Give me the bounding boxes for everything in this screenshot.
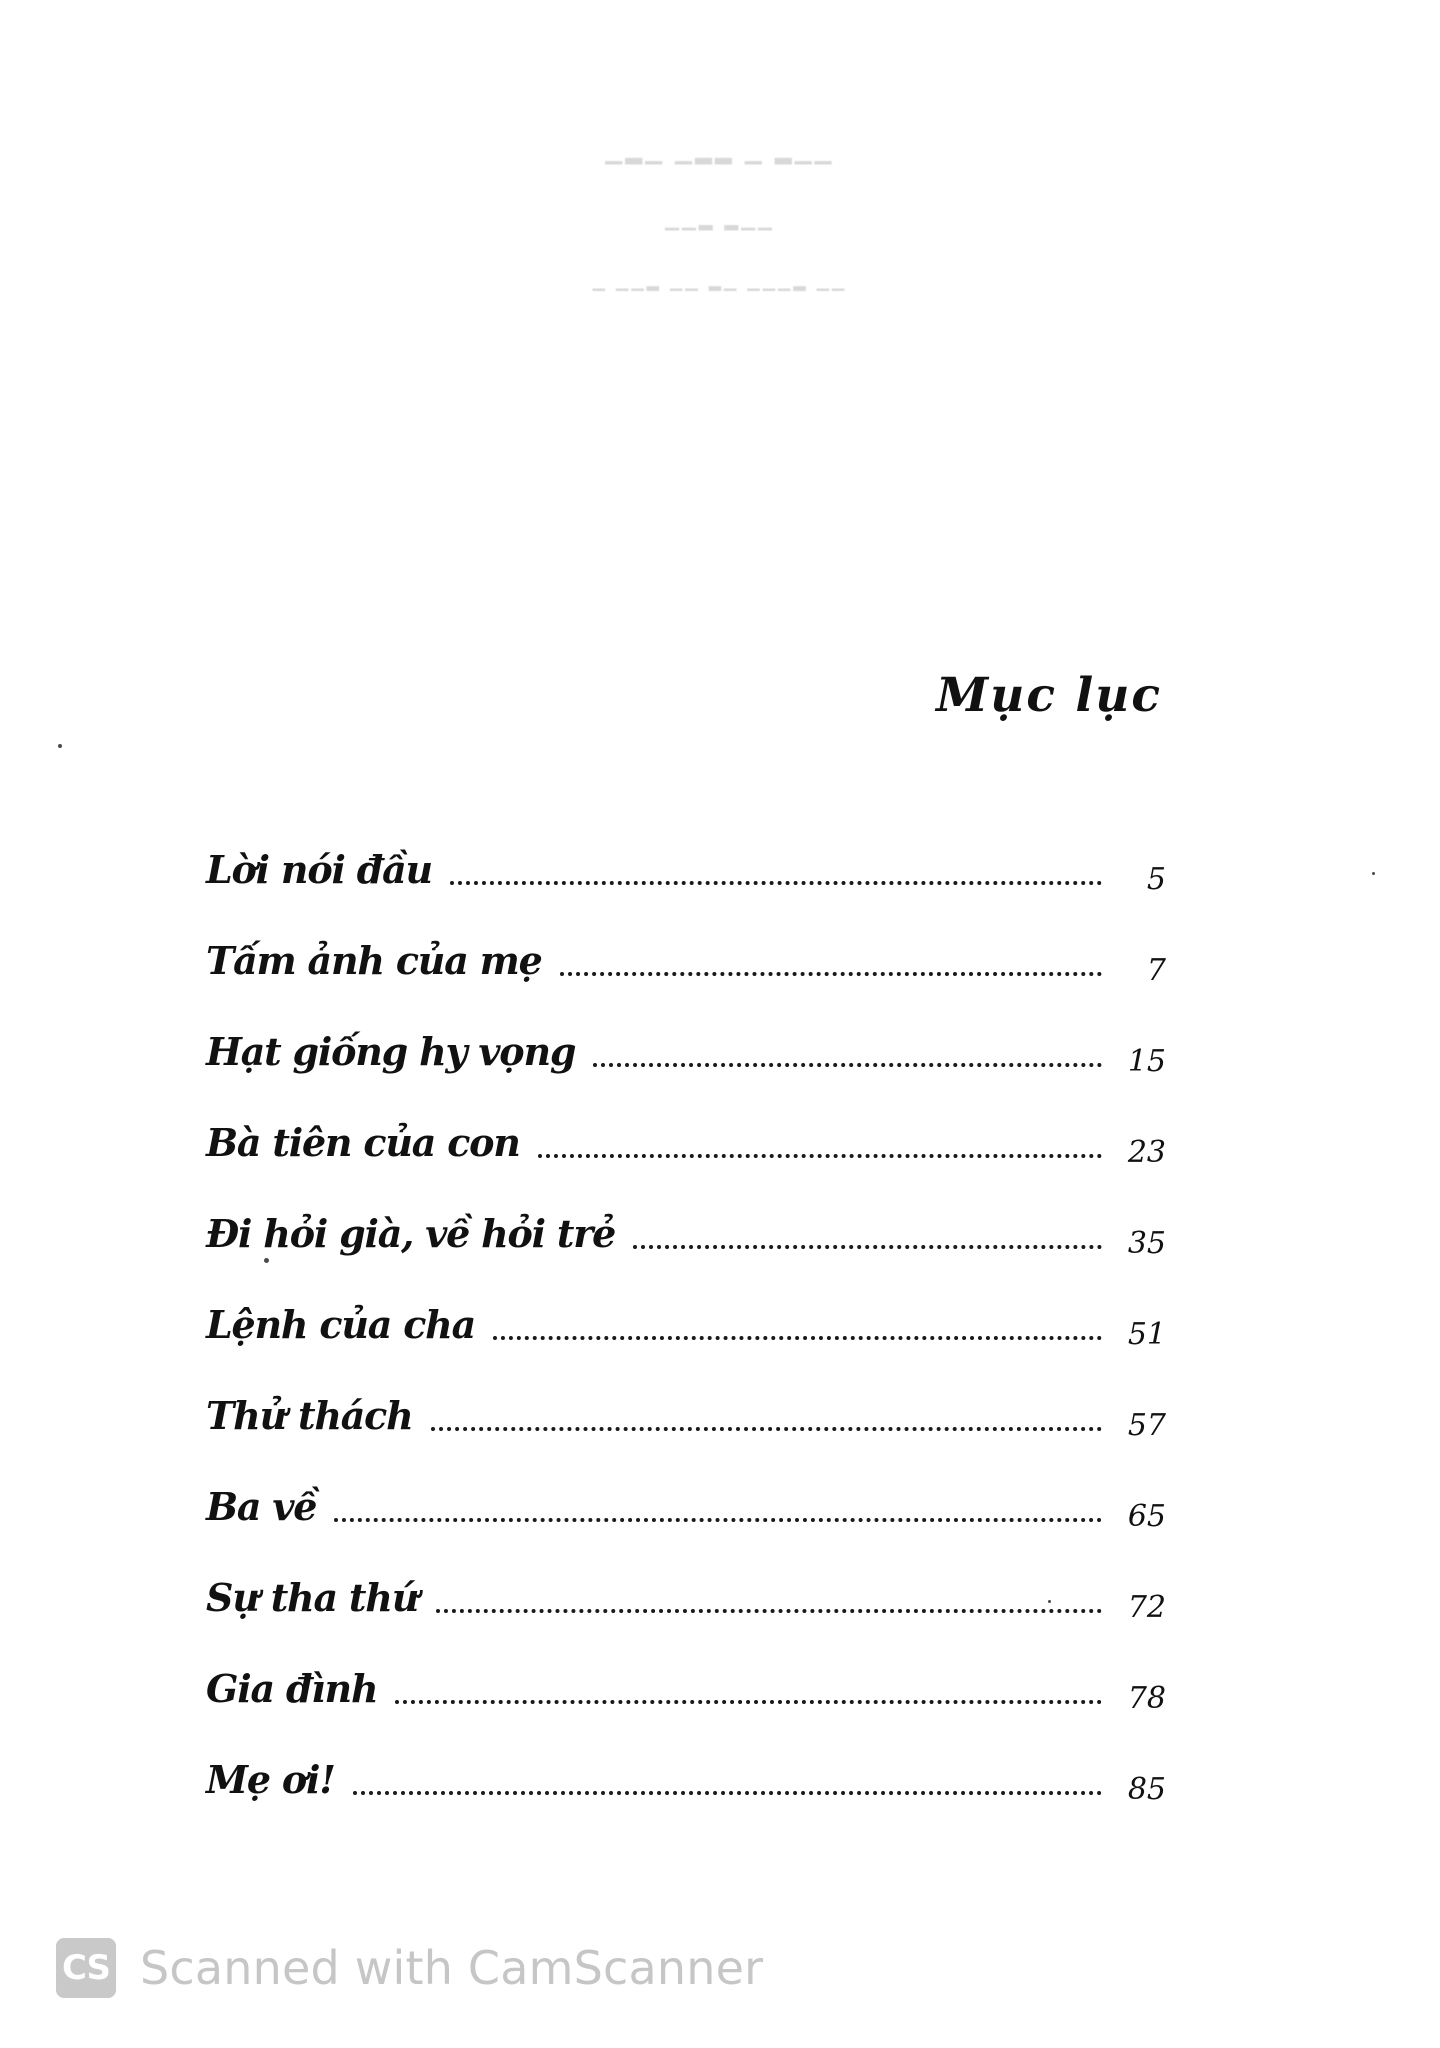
- dot-leader: [334, 1518, 1102, 1522]
- toc-entry-label: Lệnh của cha: [206, 1302, 475, 1347]
- toc-entry: [206, 1449, 1166, 1540]
- toc-entry-label: Ba về: [206, 1484, 317, 1529]
- toc-entry-page: 57: [1127, 1408, 1166, 1443]
- toc-entry-page: 23: [1127, 1135, 1166, 1170]
- toc-entry-page: 85: [1127, 1772, 1166, 1807]
- toc-entry-page: 72: [1127, 1590, 1166, 1625]
- dot-leader: [436, 1609, 1102, 1613]
- toc-entry: [206, 812, 1166, 903]
- toc-entry-page: 78: [1127, 1681, 1166, 1716]
- toc-entry-label: Thử thách: [206, 1393, 413, 1438]
- bleed-through-mark: ▁▂▁ ▁▂▂ ▁ ▂▁▁: [605, 140, 835, 165]
- toc-entry: [206, 1540, 1166, 1631]
- dot-leader: [353, 1791, 1102, 1795]
- toc-entry: [206, 1267, 1166, 1358]
- toc-entry-page: 35: [1127, 1226, 1166, 1261]
- toc-entry: [206, 903, 1166, 994]
- toc-entry: [206, 1722, 1166, 1813]
- dot-leader: [395, 1700, 1102, 1704]
- scan-speck: [1372, 872, 1375, 875]
- toc-entry-page: 7: [1146, 953, 1166, 988]
- toc-entry-label: Đi hỏi già, về hỏi trẻ: [206, 1211, 616, 1256]
- toc-entry-page: 5: [1146, 862, 1166, 897]
- camscanner-logo-icon: CS: [56, 1938, 116, 1998]
- bleed-through-mark: ▁ ▁▁▂ ▁▁ ▂▁ ▁▁▁▂ ▁▁: [592, 272, 848, 291]
- toc-entry: [206, 1631, 1166, 1722]
- dot-leader: [431, 1427, 1102, 1431]
- dot-leader: [538, 1154, 1102, 1158]
- dot-leader: [593, 1063, 1102, 1067]
- toc-entry-page: 65: [1127, 1499, 1166, 1534]
- toc-title: Mục lục: [936, 668, 1162, 723]
- toc-entry-label: Bà tiên của con: [206, 1120, 520, 1165]
- toc-entry-page: 51: [1127, 1317, 1166, 1352]
- toc-entry: [206, 1085, 1166, 1176]
- dot-leader: [493, 1336, 1102, 1340]
- toc-entry-page: 15: [1127, 1044, 1166, 1079]
- toc-entry-label: Mẹ ơi!: [206, 1757, 335, 1802]
- scanner-watermark: [56, 1938, 763, 1998]
- toc-entry-label: Tấm ảnh của mẹ: [206, 938, 542, 983]
- watermark-text: Scanned with CamScanner: [140, 1941, 764, 1995]
- dot-leader: [450, 881, 1102, 885]
- bleed-through-mark: ▁▁▂ ▂▁▁: [665, 210, 775, 231]
- toc-entry: [206, 1176, 1166, 1267]
- toc-entry-label: Gia đình: [206, 1666, 378, 1711]
- dot-leader: [560, 972, 1102, 976]
- toc-entry-label: Sự tha thứ: [206, 1575, 419, 1620]
- scan-speck: [58, 744, 62, 748]
- toc-entry: [206, 1358, 1166, 1449]
- toc-entry-label: Lời nói đầu: [206, 847, 432, 892]
- dot-leader: [633, 1245, 1102, 1249]
- toc-entry: [206, 994, 1166, 1085]
- table-of-contents: [206, 812, 1166, 1813]
- toc-entry-label: Hạt giống hy vọng: [206, 1029, 576, 1074]
